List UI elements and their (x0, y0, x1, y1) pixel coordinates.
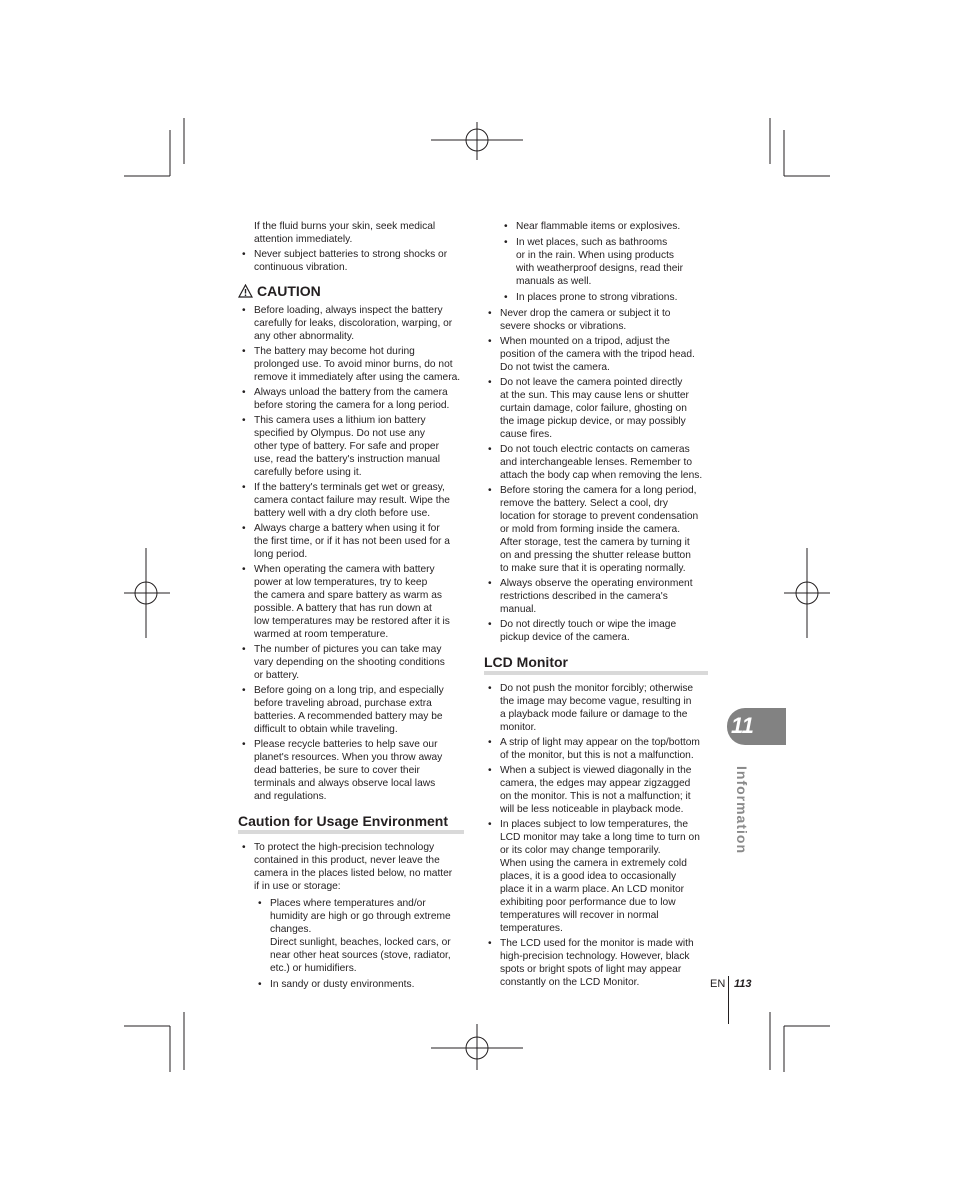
text-line: curtain damage, color failure, ghosting on (500, 403, 687, 414)
text-line: remove the battery. Select a cool, dry (500, 498, 668, 509)
text-line: temperatures will recover in normal (500, 910, 659, 921)
text-line: possible. A battery that has run down at (254, 603, 432, 614)
text-line: • Do not touch electric contacts on cameras (500, 444, 690, 455)
text-line: • To protect the high-precision technology (254, 842, 435, 853)
list-item (484, 618, 708, 644)
text-line: • Never subject batteries to strong shocks or (254, 249, 448, 260)
text-line: camera contact failure may result. Wipe the (254, 495, 450, 506)
list-item (484, 307, 708, 333)
text-line: battery well with a dry cloth before use. (254, 508, 431, 519)
text-line: • Please recycle batteries to help save our (254, 739, 438, 750)
text-line: attach the body cap when removing the lens. (500, 470, 703, 481)
text-line: remove it immediately after using the camera. (254, 372, 461, 383)
text-line: constantly on the LCD Monitor. (500, 977, 640, 988)
list-item (238, 684, 464, 736)
text-line: • If the battery's terminals get wet or greasy, (254, 482, 445, 493)
text-line: vary depending on the shooting conditions (254, 657, 445, 668)
text-line: spots or bright spots of light may appear (500, 964, 682, 975)
list-item (484, 764, 708, 816)
text-line: or battery. (254, 670, 300, 681)
text-line: camera in the places listed below, no matter (254, 868, 453, 879)
text-line: • Near flammable items or explosives. (516, 221, 681, 232)
text-line: places, it is a good idea to occasionally (500, 871, 677, 882)
text-line: • Always unload the battery from the camera (254, 387, 448, 398)
text-line: • Before loading, always inspect the battery (254, 305, 443, 316)
text-line: prolonged use. To avoid minor burns, do not (254, 359, 453, 370)
text-line: Do not twist the camera. (500, 362, 610, 373)
list-item (484, 335, 708, 374)
text-line: on and pressing the shutter release button (500, 550, 691, 561)
text-line: place it in a warm place. An LCD monitor (500, 884, 685, 895)
text-line: • Never drop the camera or subject it to (500, 308, 671, 319)
list-item (238, 738, 464, 803)
page-number: 113 (734, 978, 752, 990)
text-line: specified by Olympus. Do not use any (254, 428, 426, 439)
text-line: • Places where temperatures and/or (270, 898, 426, 909)
list-item (500, 291, 708, 304)
text-line: exhibiting poor performance due to low (500, 897, 676, 908)
text-line: etc.) or humidifiers. (270, 963, 357, 974)
text-line: humidity are high or go through extreme (270, 911, 451, 922)
chapter-tab (727, 708, 786, 745)
text-line: at the sun. This may cause lens or shutter (500, 390, 689, 401)
usage-places-list-continued (500, 220, 708, 304)
text-line: After storage, test the camera by turning it (500, 537, 690, 548)
text-line: a playback mode failure or damage to the (500, 709, 688, 720)
text-line: near other heat sources (stove, radiator, (270, 950, 451, 961)
text-line: LCD monitor may take a long time to turn on (500, 832, 700, 843)
text-line: continuous vibration. (254, 262, 348, 273)
text-line: • The battery may become hot during (254, 346, 415, 357)
text-line: power at low temperatures, try to keep (254, 577, 428, 588)
text-line: any other abnormality. (254, 331, 355, 342)
text-line: of the monitor, but this is not a malfunction. (500, 750, 694, 761)
lcd-monitor-list (484, 682, 708, 989)
text-line: • In sandy or dusty environments. (270, 979, 415, 990)
text-line: or its color may change temporarily. (500, 845, 661, 856)
text-line: warmed at room temperature. (254, 629, 389, 640)
text-line: will be less noticeable in playback mode. (500, 804, 684, 815)
text-line: • Always observe the operating environment (500, 578, 693, 589)
text-line: When using the camera in extremely cold (500, 858, 687, 869)
usage-environment-list (238, 841, 464, 991)
text-line: • In places subject to low temperatures, the (500, 819, 689, 830)
text-line: monitor. (500, 722, 537, 733)
text-line: • Do not directly touch or wipe the image (500, 619, 677, 630)
text-line: if in use or storage: (254, 881, 341, 892)
text-line: the image pickup device, or may possibly (500, 416, 686, 427)
text-line: the camera and spare battery as warm as (254, 590, 442, 601)
text-line: attention immediately. (254, 234, 353, 245)
list-item (238, 643, 464, 682)
list-item (238, 481, 464, 520)
list-item (484, 818, 708, 935)
text-line: the image may become vague, resulting in (500, 696, 692, 707)
list-item (238, 841, 464, 991)
usage-places-list (254, 897, 464, 991)
text-line: use, read the battery's instruction manual (254, 454, 440, 465)
list-item (254, 897, 464, 975)
text-line: camera, the edges may appear zigzagged (500, 778, 691, 789)
text-line: and interchangeable lenses. Remember to (500, 457, 692, 468)
chapter-number: 11 (731, 713, 754, 738)
list-item (484, 577, 708, 616)
text-line: manual. (500, 604, 537, 615)
list-item (238, 386, 464, 412)
text-line: manuals as well. (516, 276, 592, 287)
caution-list (238, 304, 464, 803)
text-line: with weatherproof designs, read their (516, 263, 684, 274)
list-item (254, 978, 464, 991)
text-line: • Do not push the monitor forcibly; otherwise (500, 683, 694, 694)
text-line: • Before going on a long trip, and especially (254, 685, 444, 696)
text-line: other type of battery. For safe and proper (254, 441, 439, 452)
text-line: Direct sunlight, beaches, locked cars, or (270, 937, 451, 948)
usage-environment-list-continued (484, 307, 708, 644)
text-line: before traveling abroad, purchase extra (254, 698, 432, 709)
text-line: • The number of pictures you can take may (254, 644, 442, 655)
text-line: high-precision technology. However, black (500, 951, 690, 962)
list-item (484, 484, 708, 575)
list-item (238, 563, 464, 641)
left-column (238, 220, 464, 994)
intro-continuation (238, 220, 464, 246)
text-line: location for storage to prevent condensation (500, 511, 699, 522)
list-item (238, 414, 464, 479)
language-code: EN (710, 978, 726, 990)
text-line: carefully before using it. (254, 467, 362, 478)
list-item (238, 345, 464, 384)
footer-divider (728, 976, 729, 1024)
lcd-monitor-heading: LCD Monitor (484, 654, 708, 675)
list-item (484, 937, 708, 989)
text-line: • This camera uses a lithium ion battery (254, 415, 426, 426)
text-line: difficult to obtain while traveling. (254, 724, 398, 735)
text-line: the first time, or if it has not been used for a (254, 536, 450, 547)
text-line: terminals and always observe local laws (254, 778, 436, 789)
text-line: • Before storing the camera for a long period, (500, 485, 697, 496)
right-column (484, 220, 708, 991)
text-line: planet's resources. When you throw away (254, 752, 443, 763)
list-item (238, 522, 464, 561)
text-line: long period. (254, 549, 308, 560)
text-line: and regulations. (254, 791, 327, 802)
usage-environment-heading: Caution for Usage Environment (238, 813, 464, 834)
list-item (500, 236, 708, 288)
text-line: low temperatures may be restored after it is (254, 616, 450, 627)
text-line: • In places prone to strong vibrations. (516, 292, 678, 303)
text-line: position of the camera with the tripod head. (500, 349, 695, 360)
text-line: to make sure that it is operating normally. (500, 563, 686, 574)
list-item (484, 376, 708, 441)
chapter-label: Information (734, 766, 750, 854)
text-line: • A strip of light may appear on the top/bottom (500, 737, 700, 748)
text-line: • In wet places, such as bathrooms (516, 237, 668, 248)
text-line: pickup device of the camera. (500, 632, 630, 643)
warning-triangle-icon (238, 284, 253, 298)
text-line: • Do not leave the camera pointed directly (500, 377, 683, 388)
text-line: If the fluid burns your skin, seek medical (254, 221, 436, 232)
text-line: before storing the camera for a long period. (254, 400, 450, 411)
text-line: or in the rain. When using products (516, 250, 674, 261)
text-line: • Always charge a battery when using it for (254, 523, 440, 534)
text-line: temperatures. (500, 923, 563, 934)
list-item (484, 736, 708, 762)
text-line: contained in this product, never leave the (254, 855, 440, 866)
text-line: • When a subject is viewed diagonally in the (500, 765, 692, 776)
text-line: batteries. A recommended battery may be (254, 711, 443, 722)
text-line: severe shocks or vibrations. (500, 321, 627, 332)
text-line: carefully for leaks, discoloration, warping, or (254, 318, 453, 329)
list-item (500, 220, 708, 233)
text-line: on the monitor. This is not a malfunction; it (500, 791, 691, 802)
intro-bullet-list (238, 248, 464, 274)
text-line: restrictions described in the camera's (500, 591, 668, 602)
text-line: changes. (270, 924, 312, 935)
text-line: or mold from forming inside the camera. (500, 524, 681, 535)
text-line: • When mounted on a tripod, adjust the (500, 336, 670, 347)
text-line: • When operating the camera with battery (254, 564, 435, 575)
caution-heading-text: CAUTION (257, 282, 321, 299)
list-item (484, 682, 708, 734)
list-item (238, 304, 464, 343)
caution-heading (238, 284, 464, 298)
list-item (484, 443, 708, 482)
text-line: • The LCD used for the monitor is made with (500, 938, 694, 949)
text-line: dead batteries, be sure to cover their (254, 765, 420, 776)
list-item (238, 248, 464, 274)
text-line: cause fires. (500, 429, 553, 440)
